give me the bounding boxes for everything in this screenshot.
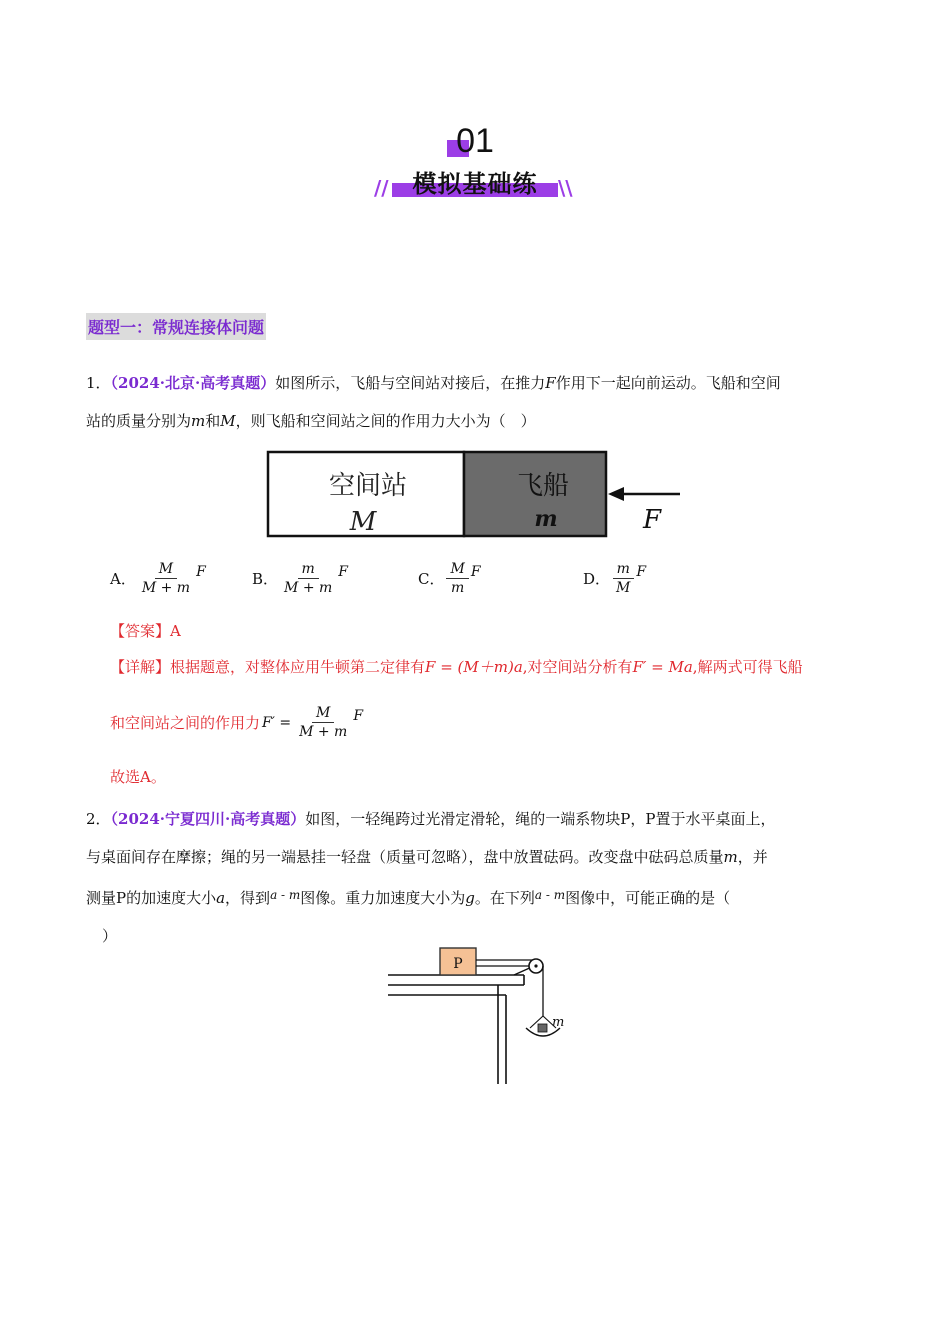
q1-var-M: M [220,412,236,430]
option-d[interactable] [583,560,646,597]
q1-text: 站的质量分别为 [86,412,192,430]
option-fraction: $\frac{M}{m}$ [446,560,468,597]
q2-text: 图像中，可能正确的是（ [565,889,731,907]
q1-text: 和 [205,412,221,430]
option-force: F [338,563,348,580]
detail-equation-2: F′ = Ma [632,658,693,676]
q2-text: 测量P的加速度大小 [86,889,217,907]
detail-text: 根据题意，对整体应用牛顿第二定律有 [170,658,426,676]
q2-text: 图像。重力加速度大小为 [300,889,466,907]
ship-mass: m [534,506,558,532]
q2-line-2 [86,838,866,876]
detail-lhs: F′ = [262,714,292,731]
force-arrowhead [608,487,624,501]
q1-conclusion: 故选A。 [110,768,166,786]
header-number: 01 [456,122,494,160]
q1-source: （2024·北京·高考真题） [110,374,276,392]
q2-line-1 [86,800,866,838]
detail-text: ,对空间站分析有 [522,658,633,676]
q2-line-3 [86,876,866,917]
detail-equation-1: F = (M＋m)a [425,658,523,676]
q1-number: 1． [86,374,111,392]
option-letter: A． [110,570,136,588]
option-fraction: $\frac{m}{M}$ [612,560,634,597]
option-force: F [636,563,647,580]
q2-text: ，并 [737,848,768,866]
option-force: F [470,563,481,580]
q1-line-1 [86,364,866,402]
q2-number: 2． [86,810,111,828]
mass-label: m [552,1015,565,1030]
option-fraction: $\frac{M}{M + m}$ [141,561,191,596]
option-letter: B． [252,570,279,588]
q2-var-am: a - m [534,888,566,902]
q1-answer [110,620,181,641]
q2-text: 。在下列 [474,889,535,907]
q2-var-g: g [465,889,475,907]
q2-text: 如图，一轻绳跨过光滑定滑轮，绳的一端系物块P，P置于水平桌面上， [305,810,776,828]
q2-text: ） [102,927,118,945]
q1-var-m: m [191,412,206,430]
q2-var-am: a - m [270,888,301,902]
q2-var-a: a [216,889,226,907]
q2-text: ，得到 [225,889,271,907]
option-b[interactable] [252,560,348,597]
header-left-slashes: // [374,176,389,200]
weight [538,1024,547,1032]
header-right-slashes: \\ [558,176,573,200]
q1-text: ，则飞船和空间站之间的作用力大小为（ ） [235,412,536,430]
option-letter: C． [418,570,445,588]
header-title: 模拟基础练 [412,170,538,198]
q1-detail-line-1 [110,656,870,677]
q2-text: 与桌面间存在摩擦；绳的另一端悬挂一轻盘（质量可忽略），盘中放置砝码。改变盘中砝码总质量 [86,848,724,866]
detail-text: 和空间站之间的作用力 [110,714,261,732]
q2-figure [386,944,576,1090]
detail-text: ,解两式可得飞船 [692,658,803,676]
q1-stem [86,364,866,440]
q1-text: 如图所示，飞船与空间站对接后，在推力 [275,374,546,392]
q1-var-F: F [545,374,556,392]
force-label: F [642,505,662,535]
option-a[interactable] [110,560,206,597]
q2-stem [86,800,866,955]
q2-source: （2024·宁夏四川·高考真题） [110,810,306,828]
block-label: P [453,956,463,972]
section-label: 题型一：常规连接体问题 [86,313,266,340]
detail-tag: 【详解】 [110,658,171,676]
pulley-axle [534,964,537,967]
station-mass: M [349,507,377,537]
ship-label: 飞船 [516,471,570,501]
q1-figure [266,450,686,542]
q1-line-2 [86,402,866,440]
detail-force: F [353,707,364,724]
q1-detail-line-2 [110,704,363,741]
q1-text: 作用下一起向前运动。飞船和空间 [555,374,781,392]
station-label: 空间站 [328,471,408,501]
option-letter: D． [583,570,611,588]
option-c[interactable] [418,560,481,597]
option-force: F [196,563,206,580]
detail-fraction: $\frac{M}{M + m}$ [299,705,348,740]
answer-value: A [170,622,181,640]
q2-var-m: m [723,848,738,866]
option-fraction: $\frac{m}{M + m}$ [284,561,333,596]
answer-tag: 【答案】 [110,622,171,640]
